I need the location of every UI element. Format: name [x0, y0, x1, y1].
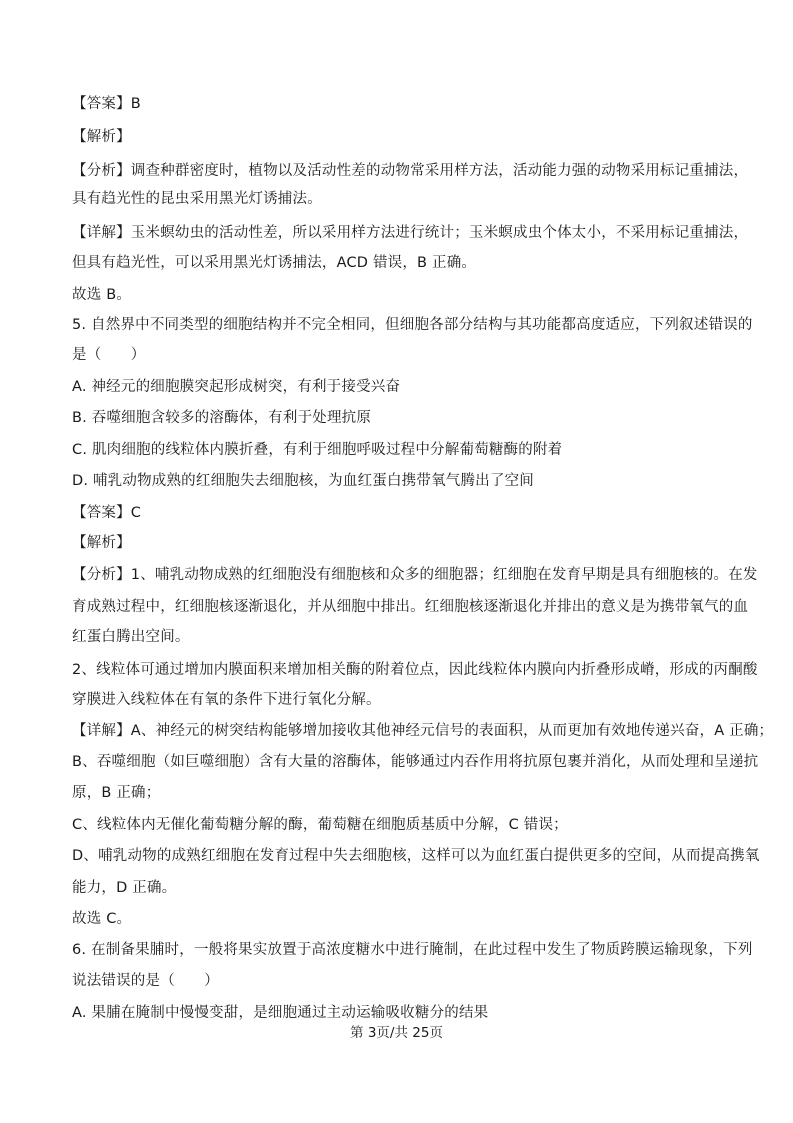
q5-option-a: A. 神经元的细胞膜突起形成树突，有利于接受兴奋	[72, 379, 401, 395]
q5-fenxi-line-5: 穿膜进入线粒体在有氧的条件下进行氧化分解。	[72, 692, 381, 708]
q6-stem-line-1: 6. 在制备果脯时，一般将果实放置于高浓度糖水中进行腌制，在此过程中发生了物质跨膜运输现象，下列	[72, 942, 753, 958]
q4-xiangjie-line-2: 但具有趋光性，可以采用黑光灯诱捕法，ACD 错误，B 正确。	[72, 255, 477, 271]
q5-xiangjie-line-4: C、线粒体内无催化葡萄糖分解的酶，葡萄糖在细胞质基质中分解，C 错误；	[72, 817, 568, 833]
q5-fenxi-line-1: 【分析】1、哺乳动物成熟的红细胞没有细胞核和众多的细胞器；红细胞在发育早期是具有细胞核的。在发	[72, 567, 758, 583]
q5-option-c: C. 肌肉细胞的线粒体内膜折叠，有利于细胞呼吸过程中分解葡萄糖酶的附着	[72, 442, 563, 458]
q5-option-b: B. 吞噬细胞含较多的溶酶体，有利于处理抗原	[72, 410, 372, 426]
q5-xiangjie-line-2: B、吞噬细胞（如巨噬细胞）含有大量的溶酶体，能够通过内吞作用将抗原包裹并消化，从而处理和呈递抗	[72, 754, 759, 770]
page-footer: 第 3页/共 25页	[350, 1025, 443, 1041]
q5-choose: 故选 C。	[72, 911, 132, 927]
q5-xiangjie-line-5: D、哺乳动物的成熟红细胞在发育过程中失去细胞核，这样可以为血红蛋白提供更多的空间，从而提高携氧	[72, 848, 760, 864]
q4-xiangjie-line-1: 【详解】玉米螟幼虫的活动性差，所以采用样方法进行统计；玉米螟成虫个体太小，不采用标记重捕法，	[72, 225, 749, 241]
q4-fenxi-line-2: 具有趋光性的昆虫采用黑光灯诱捕法。	[72, 191, 322, 207]
q5-xiangjie-line-3: 原，B 正确；	[72, 785, 161, 801]
q6-stem-line-2: 说法错误的是（ ）	[72, 973, 219, 989]
q5-stem-line-1: 5. 自然界中不同类型的细胞结构并不完全相同，但细胞各部分结构与其功能都高度适应，下列叙述错误的	[72, 317, 753, 333]
q5-analysis-label: 【解析】	[72, 535, 131, 551]
q5-option-d: D. 哺乳动物成熟的红细胞失去细胞核，为血红蛋白携带氧气腾出了空间	[72, 473, 534, 489]
q5-fenxi-line-4: 2、线粒体可通过增加内膜面积来增加相关酶的附着位点，因此线粒体内膜向内折叠形成嵴，形成的丙酮酸	[72, 662, 758, 678]
q4-choose: 故选 B。	[72, 287, 132, 303]
q4-fenxi-line-1: 【分析】调查种群密度时，植物以及活动性差的动物常采用样方法，活动能力强的动物采用标记重捕法，	[72, 163, 749, 179]
q5-xiangjie-line-6: 能力，D 正确。	[72, 880, 177, 896]
q5-answer: 【答案】C	[72, 505, 142, 521]
q5-fenxi-line-2: 育成熟过程中，红细胞核逐渐退化，并从细胞中排出。红细胞核逐渐退化并排出的意义是为携带氧气的血	[72, 599, 749, 615]
q5-fenxi-line-3: 红蛋白腾出空间。	[72, 629, 190, 645]
q6-option-a: A. 果脯在腌制中慢慢变甜，是细胞通过主动运输吸收糖分的结果	[72, 1005, 489, 1021]
q4-analysis-label: 【解析】	[72, 129, 131, 145]
q5-stem-line-2: 是（ ）	[72, 347, 146, 363]
q4-answer: 【答案】B	[72, 96, 141, 112]
q5-xiangjie-line-1: 【详解】A、神经元的树突结构能够增加接收其他神经元信号的表面积，从而更加有效地传递兴奋，A 正确；	[72, 723, 774, 739]
